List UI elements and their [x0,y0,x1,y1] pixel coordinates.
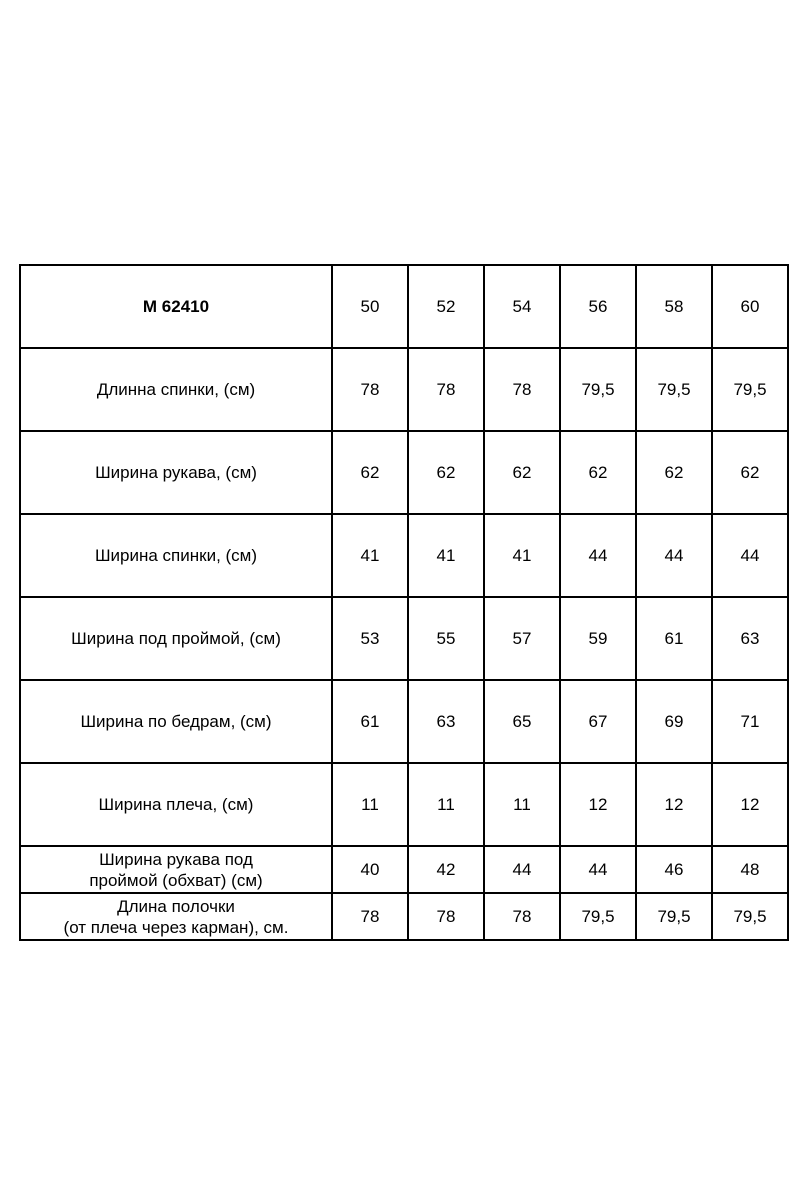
size-header: 52 [408,265,484,348]
measurement-value: 78 [408,893,484,940]
measurement-label: Длина полочки (от плеча через карман), см. [20,893,332,940]
table-row [20,597,788,680]
measurement-value: 55 [408,597,484,680]
measurement-value: 11 [408,763,484,846]
measurement-label: Ширина рукава, (см) [20,431,332,514]
measurement-value: 79,5 [712,893,788,940]
measurement-value: 78 [484,893,560,940]
measurement-value: 41 [408,514,484,597]
size-header: 54 [484,265,560,348]
table-row [20,846,788,893]
measurement-value: 44 [560,514,636,597]
measurement-value: 42 [408,846,484,893]
measurement-value: 69 [636,680,712,763]
measurement-value: 63 [408,680,484,763]
measurement-value: 62 [484,431,560,514]
table-row [20,431,788,514]
measurement-value: 12 [712,763,788,846]
measurement-value: 78 [332,348,408,431]
measurement-label: Ширина рукава под проймой (обхват) (см) [20,846,332,893]
measurement-value: 12 [560,763,636,846]
size-header: 60 [712,265,788,348]
size-chart-table [19,264,789,941]
measurement-value: 62 [408,431,484,514]
measurement-label: Ширина спинки, (см) [20,514,332,597]
measurement-value: 61 [636,597,712,680]
measurement-value: 44 [560,846,636,893]
measurement-value: 65 [484,680,560,763]
size-header: 50 [332,265,408,348]
measurement-value: 11 [484,763,560,846]
measurement-value: 12 [636,763,712,846]
measurement-value: 62 [712,431,788,514]
measurement-label: Ширина по бедрам, (см) [20,680,332,763]
measurement-label: Ширина плеча, (см) [20,763,332,846]
measurement-value: 79,5 [712,348,788,431]
size-header: 56 [560,265,636,348]
measurement-value: 62 [636,431,712,514]
measurement-value: 67 [560,680,636,763]
measurement-label: Ширина под проймой, (см) [20,597,332,680]
table-row [20,680,788,763]
header-row [20,265,788,348]
measurement-value: 63 [712,597,788,680]
measurement-value: 79,5 [636,893,712,940]
measurement-label: Длинна спинки, (см) [20,348,332,431]
measurement-value: 53 [332,597,408,680]
size-header: 58 [636,265,712,348]
measurement-value: 48 [712,846,788,893]
model-number: М 62410 [20,265,332,348]
measurement-value: 71 [712,680,788,763]
measurement-value: 79,5 [560,348,636,431]
measurement-value: 44 [636,514,712,597]
measurement-value: 57 [484,597,560,680]
measurement-value: 40 [332,846,408,893]
table-row [20,763,788,846]
measurement-value: 41 [332,514,408,597]
table-row [20,893,788,940]
table-row [20,514,788,597]
measurement-value: 79,5 [636,348,712,431]
measurement-value: 78 [408,348,484,431]
measurement-value: 44 [484,846,560,893]
measurement-value: 78 [332,893,408,940]
table-row [20,348,788,431]
measurement-value: 61 [332,680,408,763]
measurement-value: 11 [332,763,408,846]
measurement-value: 46 [636,846,712,893]
measurement-value: 62 [560,431,636,514]
measurement-value: 44 [712,514,788,597]
measurement-value: 59 [560,597,636,680]
measurement-value: 78 [484,348,560,431]
measurement-value: 62 [332,431,408,514]
measurement-value: 41 [484,514,560,597]
measurement-value: 79,5 [560,893,636,940]
